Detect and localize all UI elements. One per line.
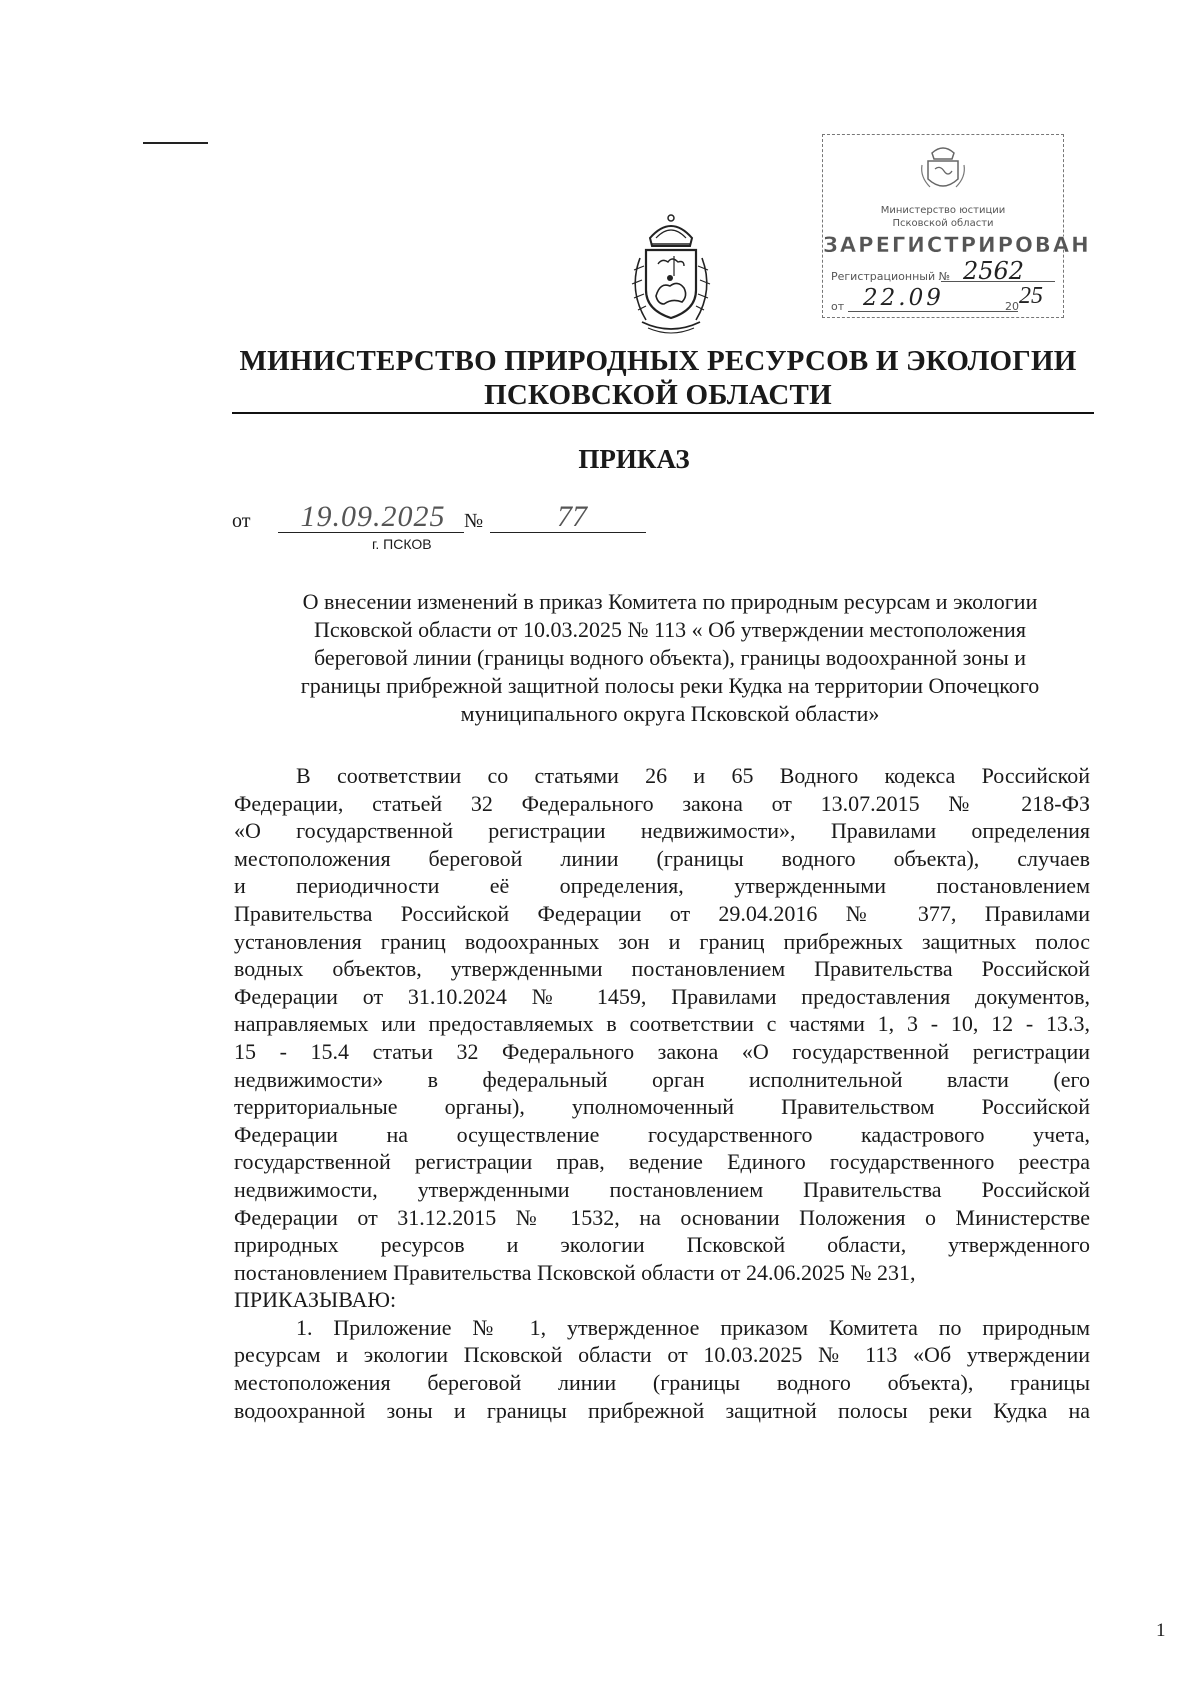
body-line: водоохранной зоны и границы прибрежной защитной полосы реки Кудка на <box>234 1397 1090 1423</box>
stamp-date: 22.09 <box>863 285 944 311</box>
order-number: 77 <box>557 500 587 533</box>
stamp-reg-number: 2562 <box>963 257 1025 285</box>
order-directive: ПРИКАЗЫВАЮ: <box>234 1287 397 1313</box>
body-line: природных ресурсов и экологии Псковской области, утвержденного <box>234 1232 1090 1258</box>
order-body <box>234 762 1090 1424</box>
organization-title-line1: МИНИСТЕРСТВО ПРИРОДНЫХ РЕСУРСОВ И ЭКОЛОГИИ <box>239 345 1077 377</box>
stamp-org-line1: Министерство юстиции <box>880 205 1006 216</box>
body-line: установления границ водоохранных зон и границ прибрежных защитных полос <box>234 928 1090 954</box>
body-line: Федерации от 31.10.2024 № 1459, Правилами предоставления документов, <box>234 983 1090 1009</box>
date-number-row <box>232 500 632 550</box>
number-underline <box>490 532 646 533</box>
body-line: Федерации на осуществление государственного кадастрового учета, <box>234 1121 1090 1147</box>
date-underline <box>278 532 464 533</box>
corner-mark <box>143 142 208 144</box>
subject-line: Псковской области от 10.03.2025 № 113 « Об утверждении местоположения <box>314 617 1026 642</box>
body-line: недвижимости, утвержденными постановлением Правительства Российской <box>234 1176 1090 1202</box>
document-type: ПРИКАЗ <box>578 444 690 474</box>
stamp-year-prefix: 20 <box>1005 300 1019 313</box>
stamp-reg-label: Регистрационный № <box>831 270 951 283</box>
body-line: Федерации от 31.12.2015 № 1532, на основании Положения о Министерстве <box>234 1204 1090 1230</box>
subject-line: границы прибрежной защитной полосы реки Кудка на территории Опочецкого <box>300 673 1040 698</box>
body-line: ресурсам и экологии Псковской области от 10.03.2025 № 113 «Об утверждении <box>234 1342 1090 1368</box>
order-subject <box>240 588 1100 728</box>
body-line: 1. Приложение № 1, утвержденное приказом Комитета по природным <box>296 1314 1090 1340</box>
stamp-emblem-icon <box>918 143 968 195</box>
subject-line: муниципального округа Псковской области» <box>460 701 880 726</box>
stamp-org-line2: Псковской области <box>892 218 994 229</box>
subject-line: О внесении изменений в приказ Комитета по природным ресурсам и экологии <box>302 589 1038 614</box>
body-line: Правительства Российской Федерации от 29.04.2016 № 377, Правилами <box>234 900 1090 926</box>
body-line: местоположения береговой линии (границы водного объекта), границы <box>234 1370 1090 1396</box>
stamp-status: ЗАРЕГИСТРИРОВАН <box>823 233 1091 257</box>
stamp-year: 25 <box>1019 283 1043 309</box>
header-divider <box>232 412 1094 414</box>
stamp-date-underline <box>848 311 1018 312</box>
body-line: постановлением Правительства Псковской области от 24.06.2025 № 231, <box>234 1259 916 1285</box>
body-line: В соответствии со статьями 26 и 65 Водного кодекса Российской <box>296 763 1090 788</box>
order-date: 19.09.2025 <box>300 500 446 533</box>
stamp-from-label: от <box>831 300 845 313</box>
body-line: «О государственной регистрации недвижимости», Правилами определения <box>234 818 1090 844</box>
city-label: г. ПСКОВ <box>372 536 432 552</box>
organization-title-line2: ПСКОВСКОЙ ОБЛАСТИ <box>484 379 832 411</box>
body-line: Федерации, статьей 32 Федерального закона от 13.07.2015 № 218-ФЗ <box>234 790 1090 816</box>
body-line: недвижимости» в федеральный орган исполнительной власти (его <box>234 1066 1090 1092</box>
registration-stamp <box>822 134 1091 318</box>
subject-line: береговой линии (границы водного объекта), границы водоохранной зоны и <box>313 645 1027 670</box>
page-number: 1 <box>1156 1620 1166 1641</box>
stamp-reg-underline <box>941 281 1055 282</box>
body-line: 15 - 15.4 статьи 32 Федерального закона «О государственной регистрации <box>234 1038 1090 1064</box>
body-line: направляемых или предоставляемых в соответствии с частями 1, 3 - 10, 12 - 13.3, <box>234 1011 1090 1037</box>
body-line: государственной регистрации прав, ведение Единого государственного реестра <box>234 1149 1090 1175</box>
body-line: и периодичности её определения, утвержденными постановлением <box>234 873 1090 899</box>
body-line: водных объектов, утвержденными постановлением Правительства Российской <box>234 956 1090 982</box>
organization-title <box>220 344 1096 412</box>
number-label: № <box>464 510 484 532</box>
coat-of-arms-icon <box>612 208 730 338</box>
body-line: территориальные органы), уполномоченный Правительством Российской <box>234 1094 1090 1120</box>
date-from-label: от <box>232 510 251 532</box>
body-line: местоположения береговой линии (границы водного объекта), случаев <box>234 845 1090 871</box>
